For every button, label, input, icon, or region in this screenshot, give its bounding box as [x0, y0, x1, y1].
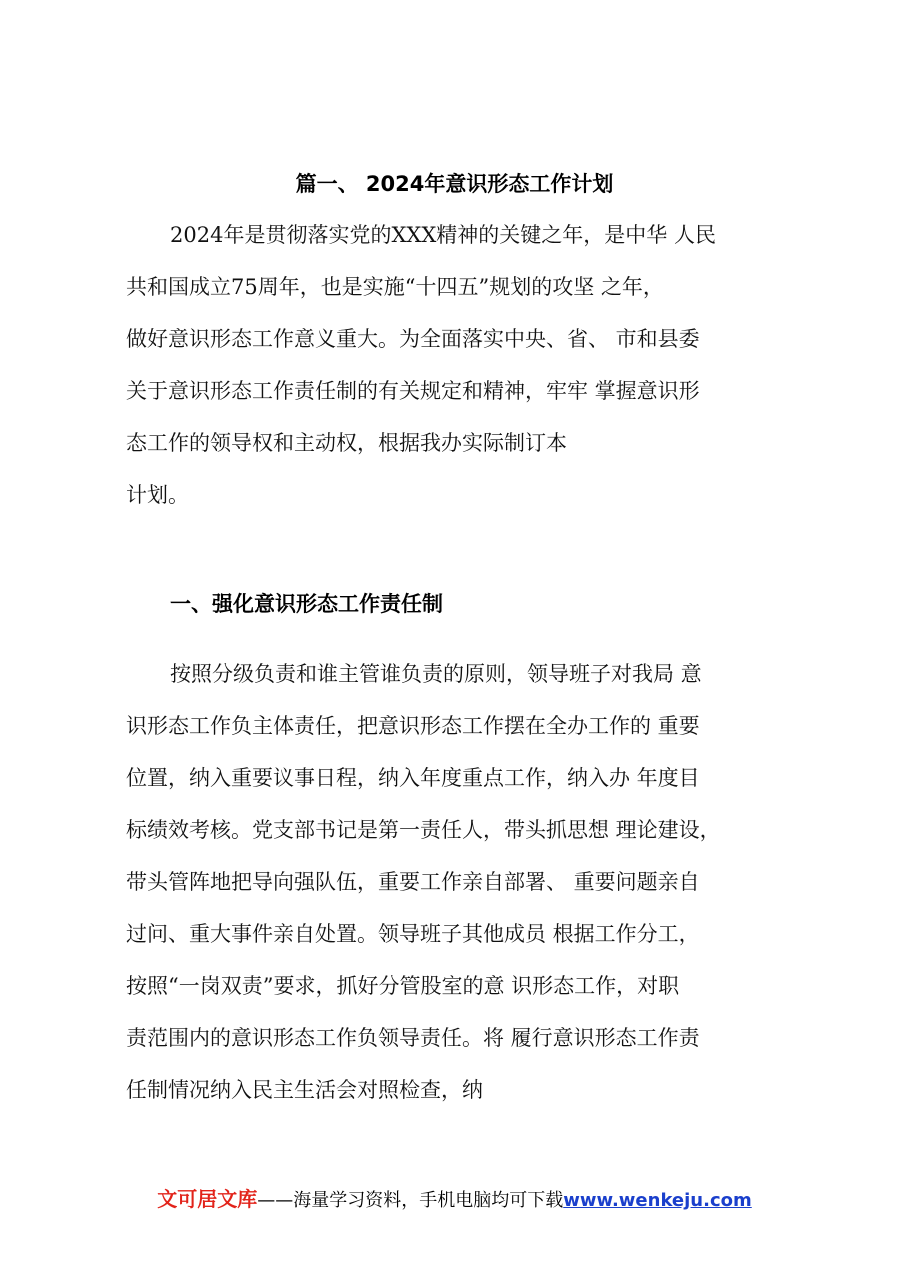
- section1-paragraph: [126, 648, 806, 1116]
- section1-line: 位置，纳入重要议事日程，纳入年度重点工作，纳入办 年度目: [126, 766, 700, 790]
- intro-line: 做好意识形态工作意义重大。为全面落实中央、省、 市和县委: [126, 327, 700, 351]
- section1-line: 识形态工作负主体责任，把意识形态工作摆在全办工作的 重要: [126, 714, 700, 738]
- footer-banner: [0, 1183, 909, 1212]
- intro-line: 关于意识形态工作责任制的有关规定和精神，牢牢 掌握意识形: [126, 379, 700, 403]
- intro-line: 共和国成立75周年，也是实施“十四五”规划的攻坚 之年，: [126, 275, 664, 299]
- intro-paragraph: [126, 209, 806, 521]
- intro-line: 计划。: [126, 483, 189, 507]
- section1-line: 责范围内的意识形态工作负领导责任。将 履行意识形态工作责: [126, 1026, 700, 1050]
- intro-line: 2024年是贯彻落实党的XXX精神的关键之年，是中华 人民: [170, 223, 716, 247]
- footer-slogan: ——海量学习资料，手机电脑均可下载: [257, 1190, 564, 1211]
- section1-line: 标绩效考核。党支部书记是第一责任人，带头抓思想 理论建设，: [126, 818, 721, 842]
- footer-brand: 文可居文库: [157, 1187, 258, 1211]
- footer-link[interactable]: www.wenkeju.com: [563, 1190, 752, 1211]
- document-title: 篇一、 2024年意识形态工作计划: [295, 172, 614, 196]
- section1-line: 过问、重大事件亲自处置。领导班子其他成员 根据工作分工，: [126, 922, 700, 946]
- section1-line: 按照“一岗双责”要求，抓好分管股室的意 识形态工作，对职: [126, 974, 680, 998]
- intro-line: 态工作的领导权和主动权，根据我办实际制订本: [126, 431, 567, 455]
- section-heading: 一、强化意识形态工作责任制: [170, 592, 443, 616]
- section1-line: 任制情况纳入民主生活会对照检查，纳: [126, 1078, 483, 1102]
- section1-line: 带头管阵地把导向强队伍，重要工作亲自部署、 重要问题亲自: [126, 870, 700, 894]
- section1-line: 按照分级负责和谁主管谁负责的原则，领导班子对我局 意: [170, 662, 702, 686]
